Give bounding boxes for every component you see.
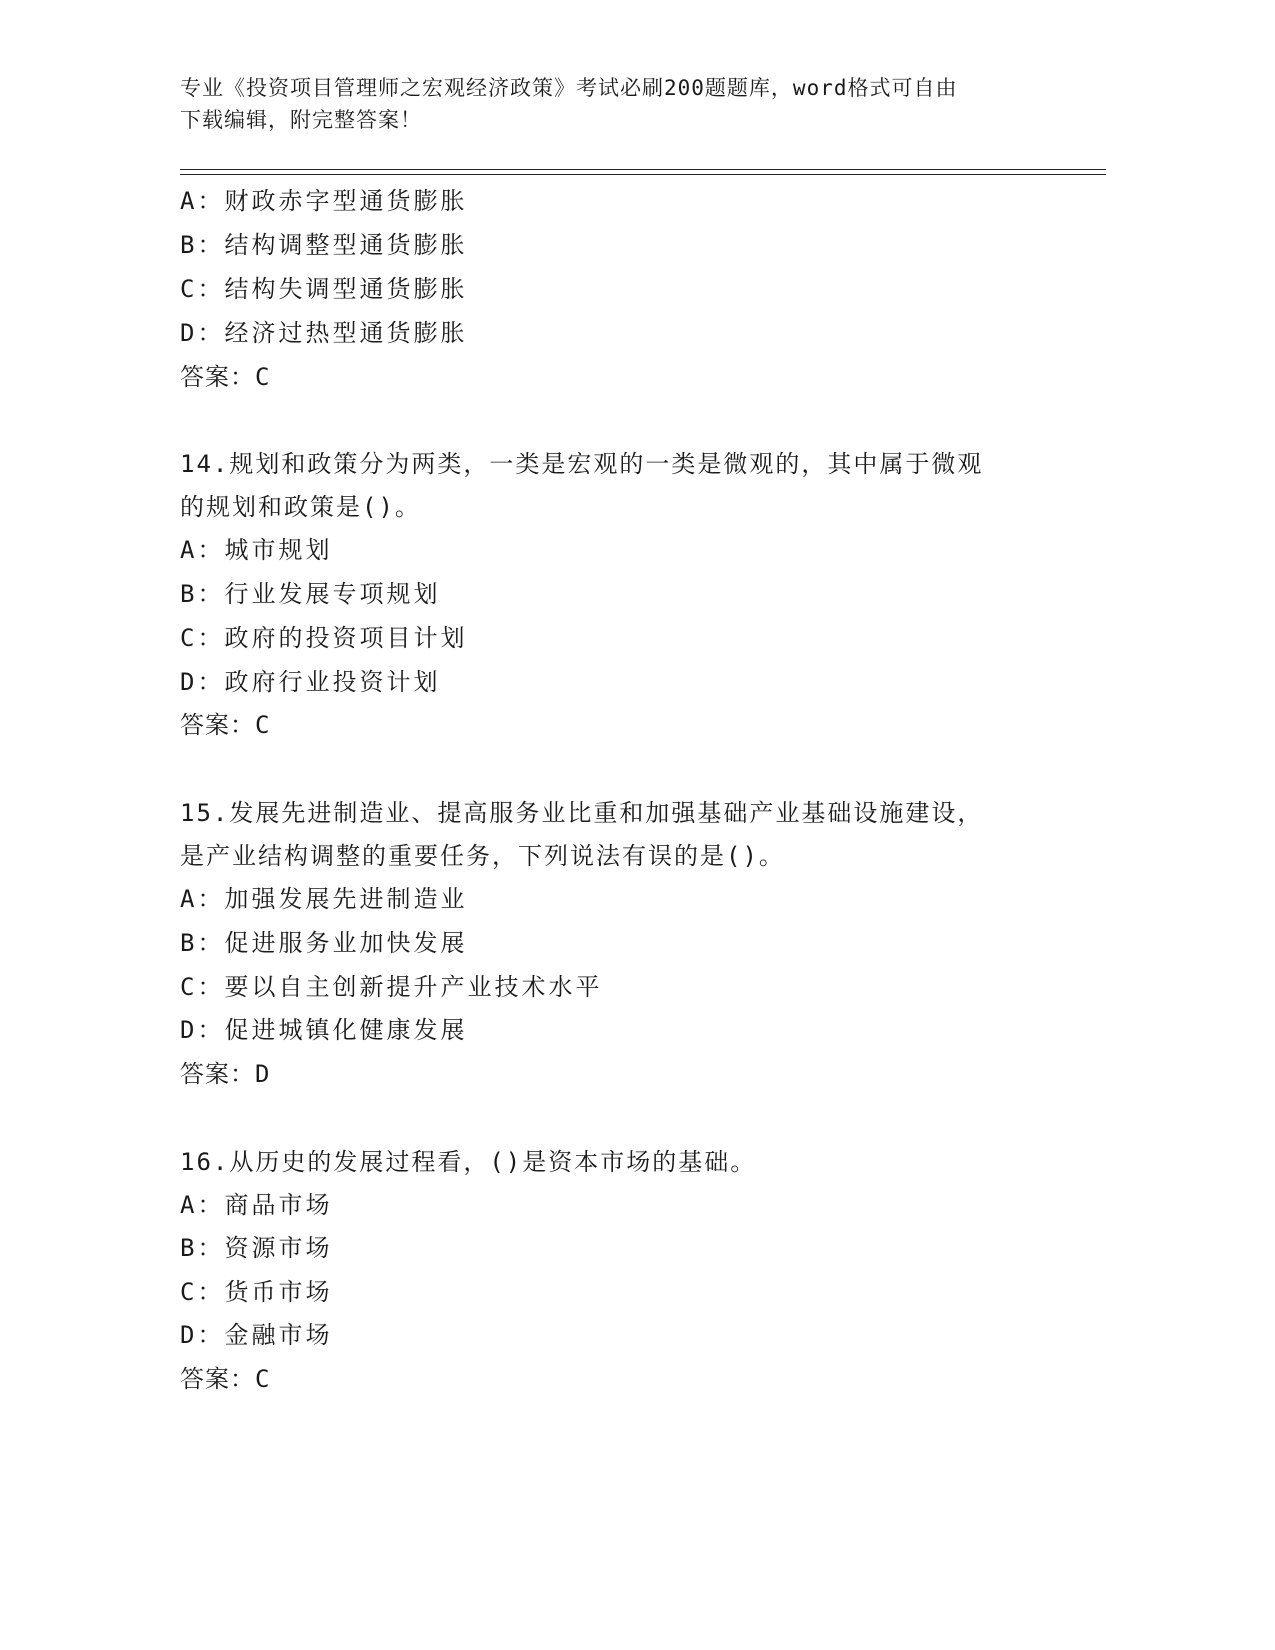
q16-option-c: C：货币市场 [180,1278,333,1306]
q16-stem-line-1: 16.从历史的发展过程看，()是资本市场的基础。 [180,1148,757,1176]
q15-option-c: C：要以自主创新提升产业技术水平 [180,973,603,1001]
q16-option-b: B：资源市场 [180,1234,333,1262]
q15-stem-line-2: 是产业结构调整的重要任务，下列说法有误的是()。 [180,842,785,870]
q16-option-a: A：商品市场 [180,1191,333,1219]
q14-option-a: A：城市规划 [180,536,333,564]
q14-option-d: D：政府行业投资计划 [180,668,441,696]
q14-stem-line-2: 的规划和政策是()。 [180,493,421,521]
header-line-2: 下载编辑，附完整答案！ [180,108,422,132]
header-divider-top [180,169,1106,170]
q14-answer: 答案：C [180,711,271,739]
q13-option-d: D：经济过热型通货膨胀 [180,319,468,347]
header-divider-bottom [180,174,1106,175]
q13-option-b: B：结构调整型通货膨胀 [180,231,468,259]
header-line-1: 专业《投资项目管理师之宏观经济政策》考试必刷200题题库，word格式可自由 [180,76,958,100]
q13-option-c: C：结构失调型通货膨胀 [180,275,468,303]
q14-stem-line-1: 14.规划和政策分为两类，一类是宏观的一类是微观的，其中属于微观 [180,450,984,478]
q15-option-d: D：促进城镇化健康发展 [180,1016,468,1044]
q16-option-d: D：金融市场 [180,1321,333,1349]
q15-option-a: A：加强发展先进制造业 [180,885,468,913]
q13-option-a: A：财政赤字型通货膨胀 [180,187,468,215]
q15-stem-line-1: 15.发展先进制造业、提高服务业比重和加强基础产业基础设施建设， [180,799,984,827]
document-header [180,72,1040,136]
q15-option-b: B：促进服务业加快发展 [180,929,468,957]
q14-option-b: B：行业发展专项规划 [180,580,441,608]
q15-answer: 答案：D [180,1060,271,1088]
q13-answer: 答案：C [180,363,271,391]
q16-answer: 答案：C [180,1365,271,1393]
q14-option-c: C：政府的投资项目计划 [180,624,468,652]
